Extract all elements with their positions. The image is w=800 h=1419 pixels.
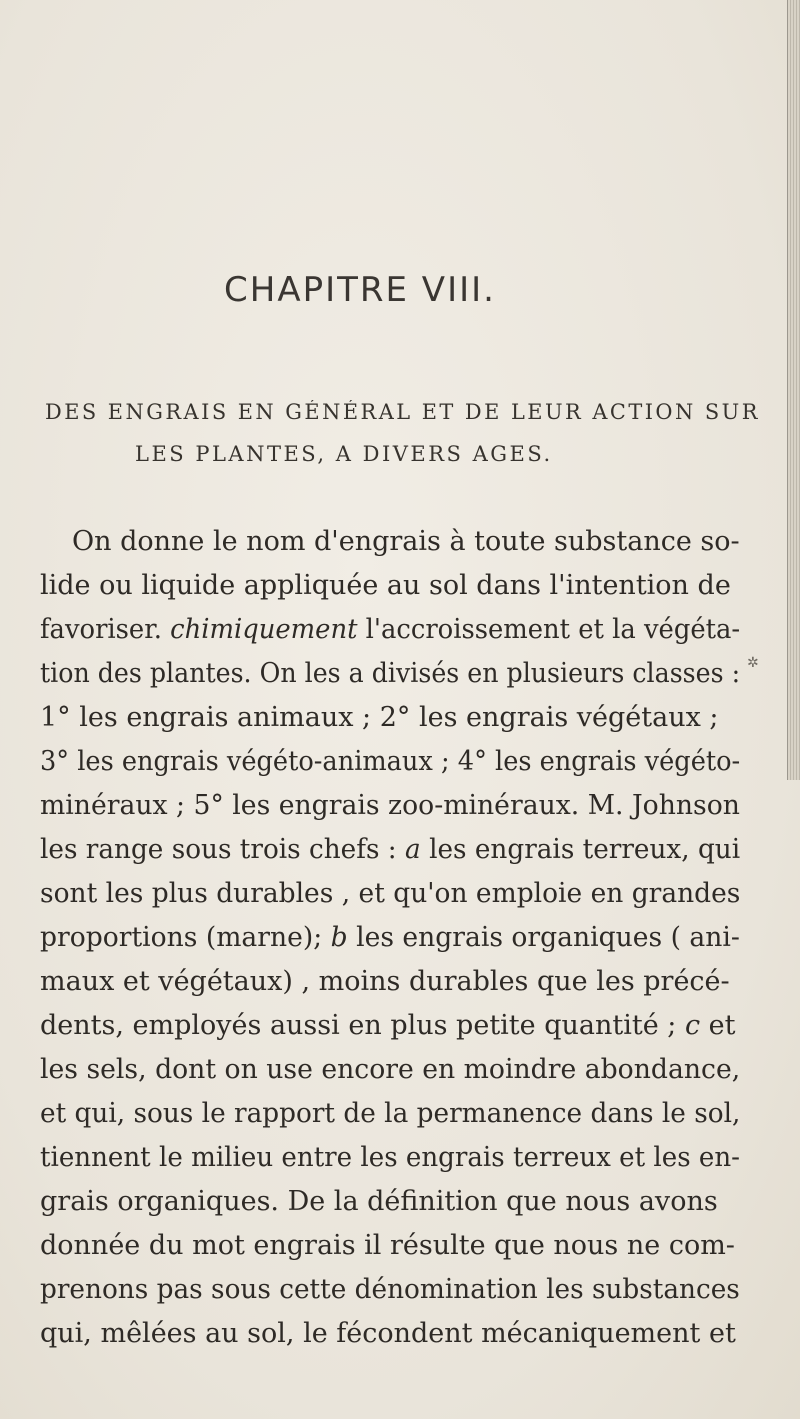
text-line: lide ou liquide appliquée au sol dans l'intention de — [40, 570, 731, 601]
text-segment: proportions (marne); — [40, 922, 331, 953]
text-segment: les range sous trois chefs : — [40, 834, 406, 865]
section-title-line-2: LES PLANTES, A DIVERS AGES. — [135, 442, 553, 466]
text-line: tion des plantes. On les a divisés en plusieurs classes : — [40, 658, 741, 689]
section-title-line-1: DES ENGRAIS EN GÉNÉRAL ET DE LEUR ACTION SUR — [45, 400, 760, 424]
text-line: 3° les engrais végéto-animaux ; 4° les engrais végéto- — [40, 746, 741, 777]
text-line: minéraux ; 5° les engrais zoo-minéraux. M. Johnson — [40, 790, 740, 821]
text-line: les sels, dont on use encore en moindre abondance, — [40, 1054, 741, 1085]
text-line: tiennent le milieu entre les engrais terreux et les en- — [40, 1142, 740, 1173]
text-segment: et — [700, 1010, 736, 1041]
text-line — [40, 616, 740, 643]
text-segment: les engrais organiques ( ani- — [347, 922, 740, 953]
text-line: 1° les engrais animaux ; 2° les engrais végétaux ; — [40, 702, 719, 733]
text-line — [40, 1012, 736, 1039]
text-line: grais organiques. De la définition que nous avons — [40, 1186, 718, 1217]
ink-speck: ✲ — [747, 655, 759, 671]
italic-word: chimiquement — [170, 614, 358, 645]
text-segment: les engrais terreux, qui — [420, 834, 741, 865]
text-line — [40, 836, 740, 863]
text-line: et qui, sous le rapport de la permanence dans le sol, — [40, 1098, 741, 1129]
italic-letter: c — [684, 1010, 701, 1041]
text-line: prenons pas sous cette dénomination les substances — [40, 1274, 740, 1305]
text-line: On donne le nom d'engrais à toute substance so- — [72, 526, 740, 557]
italic-letter: b — [330, 922, 348, 953]
text-line — [40, 924, 740, 951]
text-segment: favoriser. — [40, 614, 171, 645]
text-line: qui, mêlées au sol, le fécondent mécaniquement et — [40, 1318, 736, 1349]
italic-letter: a — [405, 834, 421, 865]
text-line: sont les plus durables , et qu'on emploie en grandes — [40, 878, 741, 909]
text-line: maux et végétaux) , moins durables que les précé- — [40, 966, 730, 997]
text-segment: l'accroissement et la végéta- — [357, 614, 741, 645]
text-segment: dents, employés aussi en plus petite quantité ; — [40, 1010, 685, 1041]
chapter-title: CHAPITRE VIII. — [224, 270, 496, 310]
page-edge — [787, 0, 800, 780]
text-line: donnée du mot engrais il résulte que nous ne com- — [40, 1230, 735, 1261]
